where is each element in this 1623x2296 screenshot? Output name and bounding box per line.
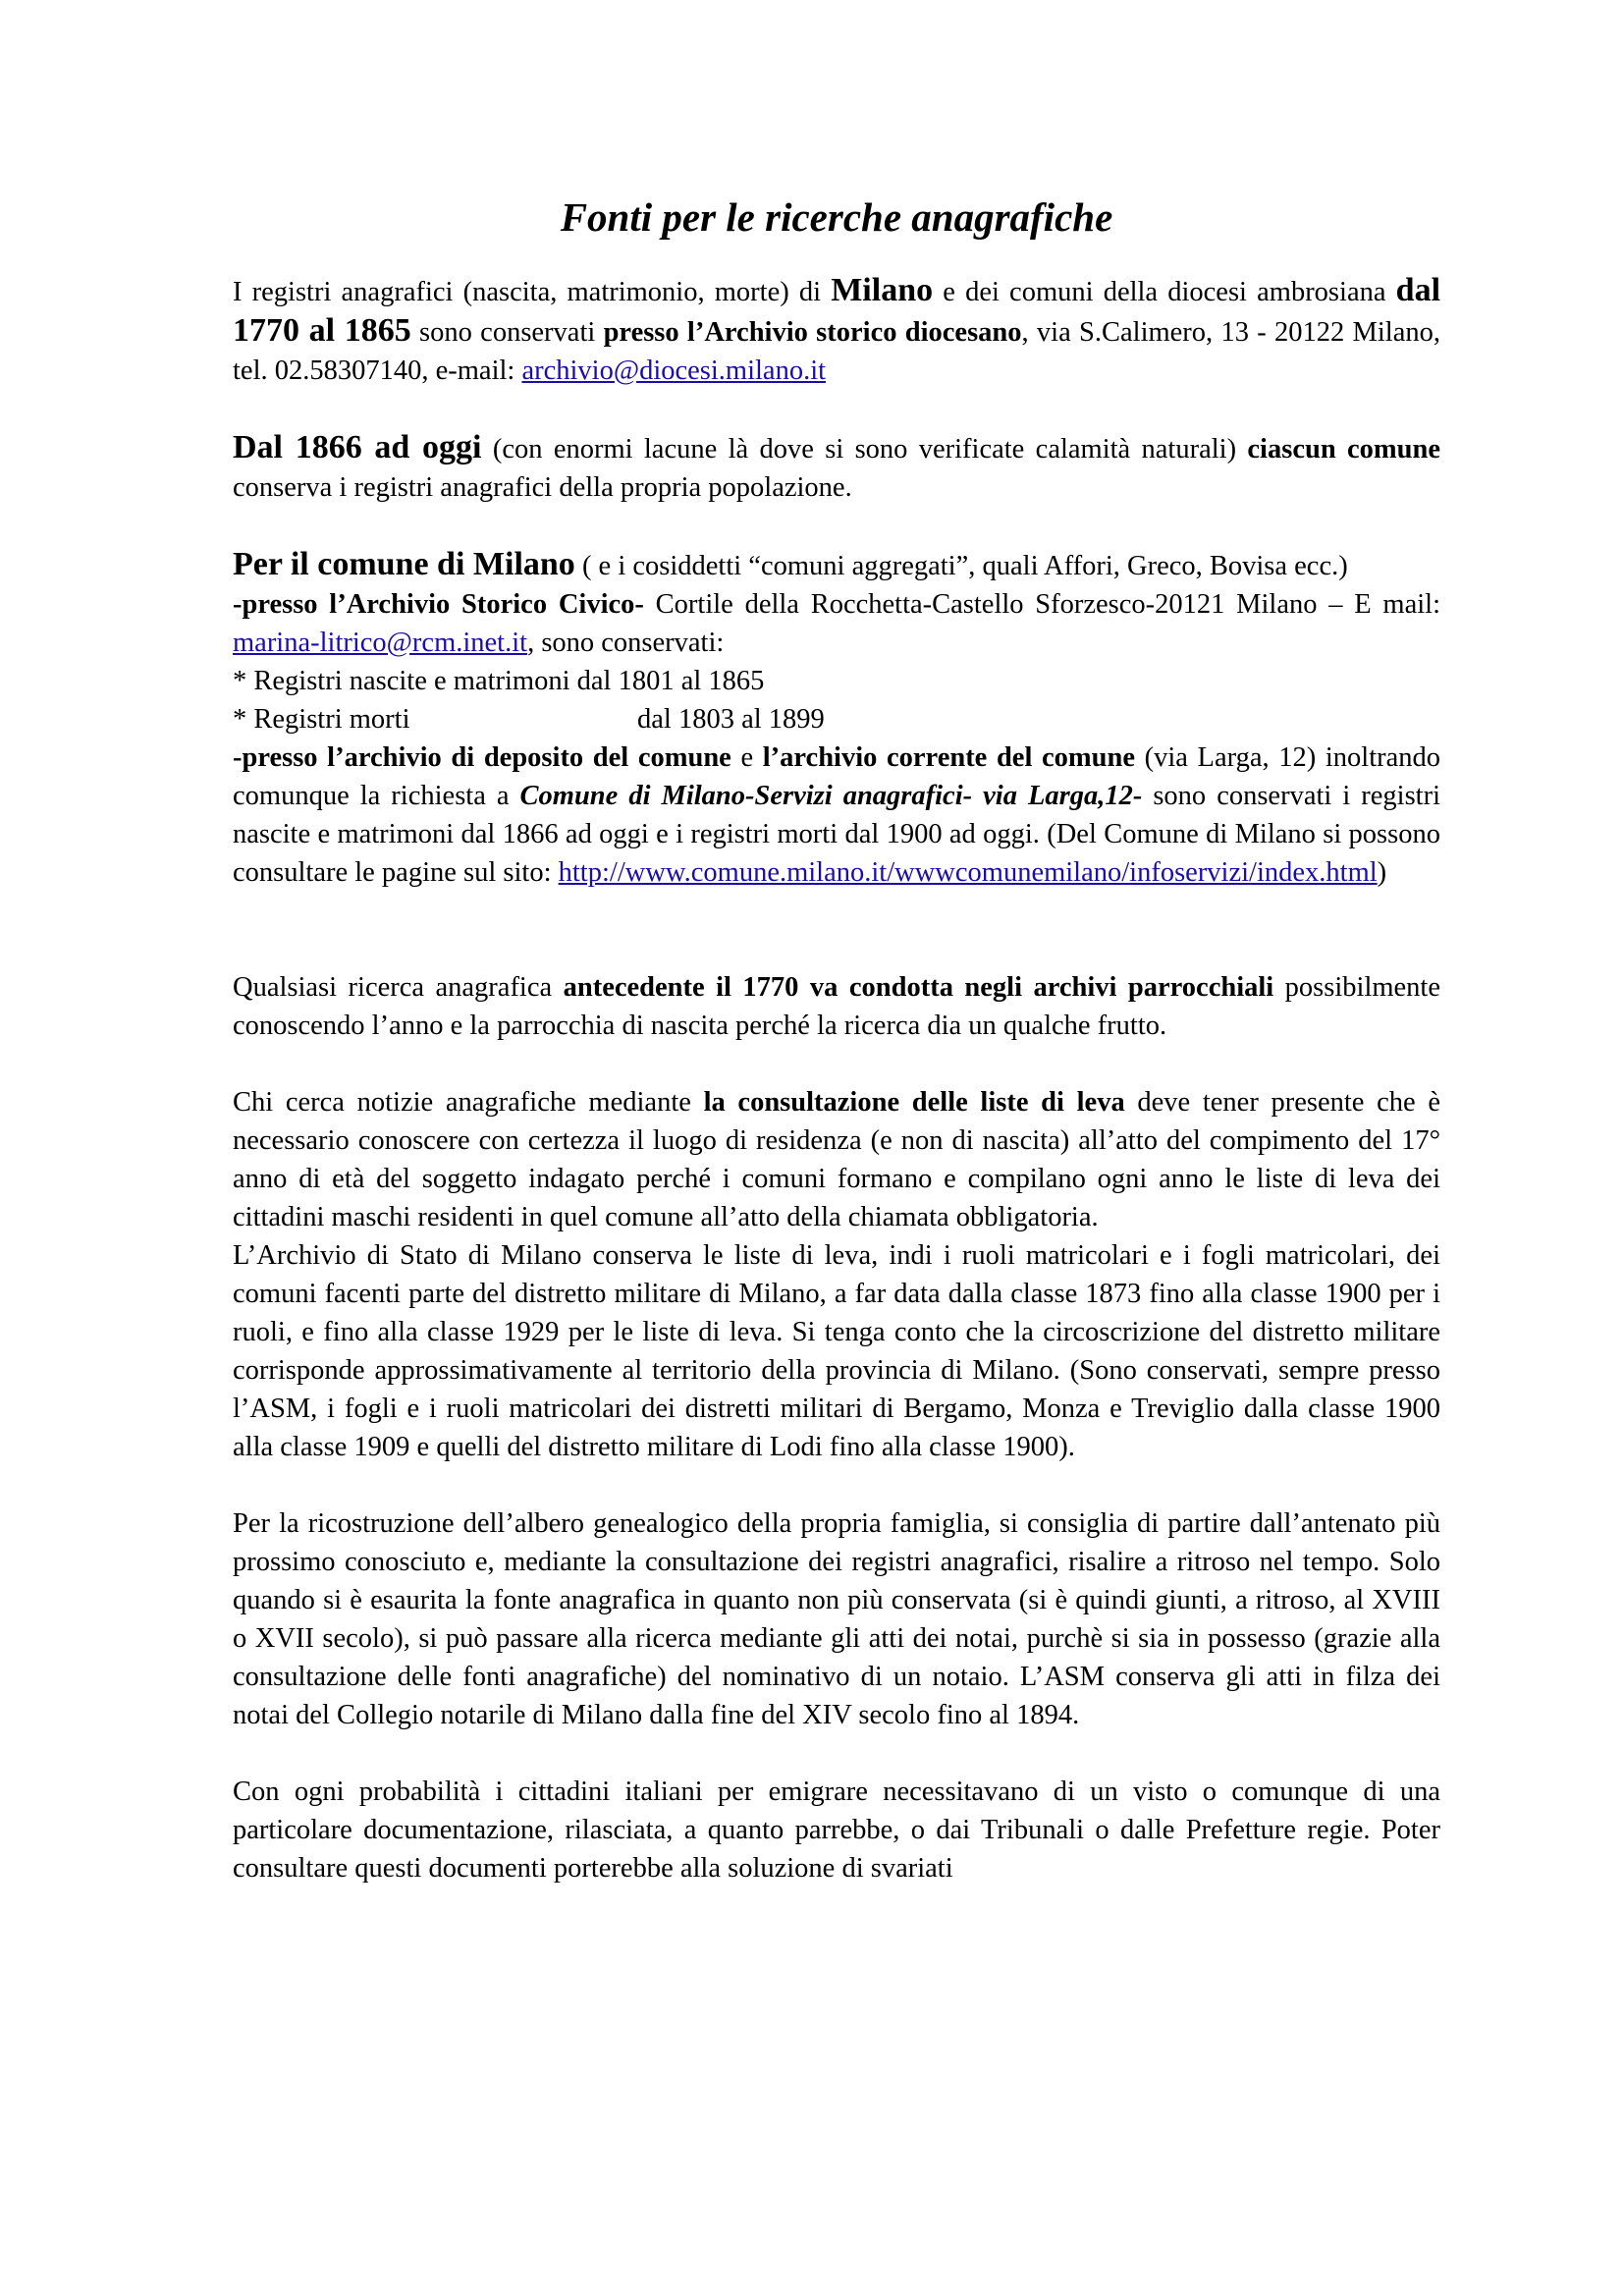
text: e dei comuni della diocesi ambrosiana <box>933 277 1396 307</box>
text: , sono conservati: <box>527 628 725 658</box>
paragraph-archivio-di-stato: L’Archivio di Stato di Milano conserva le liste di leva, indi i ruoli matricolari e i fogli matricolari, dei comuni facenti parte del distretto militare di Milano, a far data dalla classe 1873 fino alla classe 1900 per i ruoli, e fino alla classe 1929 per le liste di leva. Si tenga conto che la circoscrizione del distretto militare corrisponde approssimativamente al territorio della provincia di Milano. (Sono conservati, sempre presso l’ASM, i fogli e i ruoli matricolari dei distretti militari di Bergamo, Monza e Treviglio dalla classe 1900 alla classe 1909 e quelli del distretto militare di Lodi fino alla classe 1900). <box>233 1240 1440 1462</box>
website-link-comune[interactable]: http://www.comune.milano.it/wwwcomunemilano/infoservizi/index.html <box>558 857 1378 888</box>
emphasis-archivio-civico: -presso l’Archivio Storico Civico- <box>233 589 644 620</box>
list-item <box>233 662 1440 700</box>
email-link-civico[interactable]: marina-litrico@rcm.inet.it <box>233 628 528 658</box>
list-item-label: * Registri nascite e matrimoni <box>233 666 570 696</box>
text: ( e i cosiddetti “comuni aggregati”, quali Affori, Greco, Bovisa ecc.) <box>574 551 1348 581</box>
text: e <box>730 742 763 773</box>
list-item-dates: dal 1801 al 1865 <box>576 666 765 696</box>
document-body <box>233 192 1440 1887</box>
emphasis-servizi-anagrafici: Comune di Milano-Servizi anagrafici- via Larga,12- <box>519 781 1143 811</box>
paragraph-archivio-civico <box>233 585 1440 662</box>
paragraph-archivio-deposito <box>233 738 1440 892</box>
emphasis-ciascun-comune: ciascun comune <box>1247 434 1440 465</box>
paragraph-comune-milano-intro <box>233 545 1440 585</box>
text: sono conservati <box>410 317 604 348</box>
email-link-diocesi[interactable]: archivio@diocesi.milano.it <box>521 355 827 386</box>
emphasis-archivi-parrocchiali: antecedente il 1770 va condotta negli archivi parrocchiali <box>563 972 1274 1003</box>
paragraph-dal-1866 <box>233 428 1440 507</box>
paragraph-emigrazione: Con ogni probabilità i cittadini italiani per emigrare necessitavano di un visto o comunque di una particolare documentazione, rilasciata, a quanto parrebbe, o dai Tribunali o dalle Prefetture regie. Poter consultare questi documenti porterebbe alla soluzione di svariati <box>233 1777 1440 1884</box>
paragraph-albero-genealogico: Per la ricostruzione dell’albero genealogico della propria famiglia, si consiglia di partire dall’antenato più prossimo conosciuto e, mediante la consultazione dei registri anagrafici, risalire a ritroso nel tempo. Solo quando si è esaurita la fonte anagrafica in quanto non più conservata (si è quindi giunti, a ritroso, al XVIII o XVII secolo), si può passare alla ricerca mediante gli atti dei notai, purchè si sia in possesso (grazie alla consultazione delle fonti anagrafiche) del nominativo di un notaio. L’ASM conserva gli atti in filza dei notai del Collegio notarile di Milano dalla fine del XIV secolo fino al 1894. <box>233 1508 1440 1730</box>
section-comune-milano <box>233 545 1440 892</box>
list-item-dates: dal 1803 al 1899 <box>637 704 825 735</box>
list-item-label: * Registri morti <box>233 704 410 735</box>
text: conserva i registri anagrafici della propria popolazione. <box>233 472 852 503</box>
emphasis-comune-milano: Per il comune di Milano <box>233 546 575 582</box>
text: , via S.Calimero, 13 - 20122 Milano, tel. 02.58307140, e-mail: <box>233 317 1440 386</box>
list-item <box>233 700 1440 738</box>
emphasis-milano: Milano <box>831 272 934 308</box>
page-title: Fonti per le ricerche anagrafiche <box>560 194 1113 240</box>
text: (via Larga, 12) inoltrando comunque la richiesta a <box>233 742 1440 811</box>
text: Chi cerca notizie anagrafiche mediante <box>233 1087 704 1118</box>
emphasis-liste-di-leva: la consultazione delle liste di leva <box>703 1087 1125 1118</box>
text: (con enormi lacune là dove si sono verificate calamità naturali) <box>481 434 1248 465</box>
paragraph-antecedente-1770 <box>233 968 1440 1045</box>
text: deve tener presente che è necessario conoscere con certezza il luogo di residenza (e non di nascita) all’atto del compimento del 17° anno di età del soggetto indagato perché i comuni formano e compilano ogni anno le liste di leva dei cittadini maschi residenti in quel comune all’atto della chiamata obbligatoria. <box>233 1087 1440 1232</box>
emphasis-dal-1866: Dal 1866 ad oggi <box>233 429 482 465</box>
text: ) <box>1377 857 1387 888</box>
text: Qualsiasi ricerca anagrafica <box>233 972 564 1003</box>
emphasis-archivio-deposito: -presso l’archivio di deposito del comune <box>233 742 731 773</box>
emphasis-archivio-corrente: l’archivio corrente del comune <box>762 742 1135 773</box>
text: Cortile della Rocchetta-Castello Sforzesco-20121 Milano – E mail: <box>643 589 1440 620</box>
text: sono conservati i registri nascite e matrimoni dal 1866 ad oggi e i registri morti dal 1900 ad oggi. (Del Comune di Milano si possono consultare le pagine sul sito: <box>233 781 1440 888</box>
paragraph-liste-di-leva <box>233 1083 1440 1236</box>
emphasis-archivio: presso l’Archivio storico diocesano <box>603 317 1022 348</box>
paragraph-archivio-diocesano <box>233 271 1440 390</box>
text: possibilmente conoscendo l’anno e la parrocchia di nascita perché la ricerca dia un qualche frutto. <box>233 972 1440 1041</box>
emphasis-dates: dal 1770 al 1865 <box>233 272 1441 349</box>
text: I registri anagrafici (nascita, matrimonio, morte) di <box>233 277 832 307</box>
